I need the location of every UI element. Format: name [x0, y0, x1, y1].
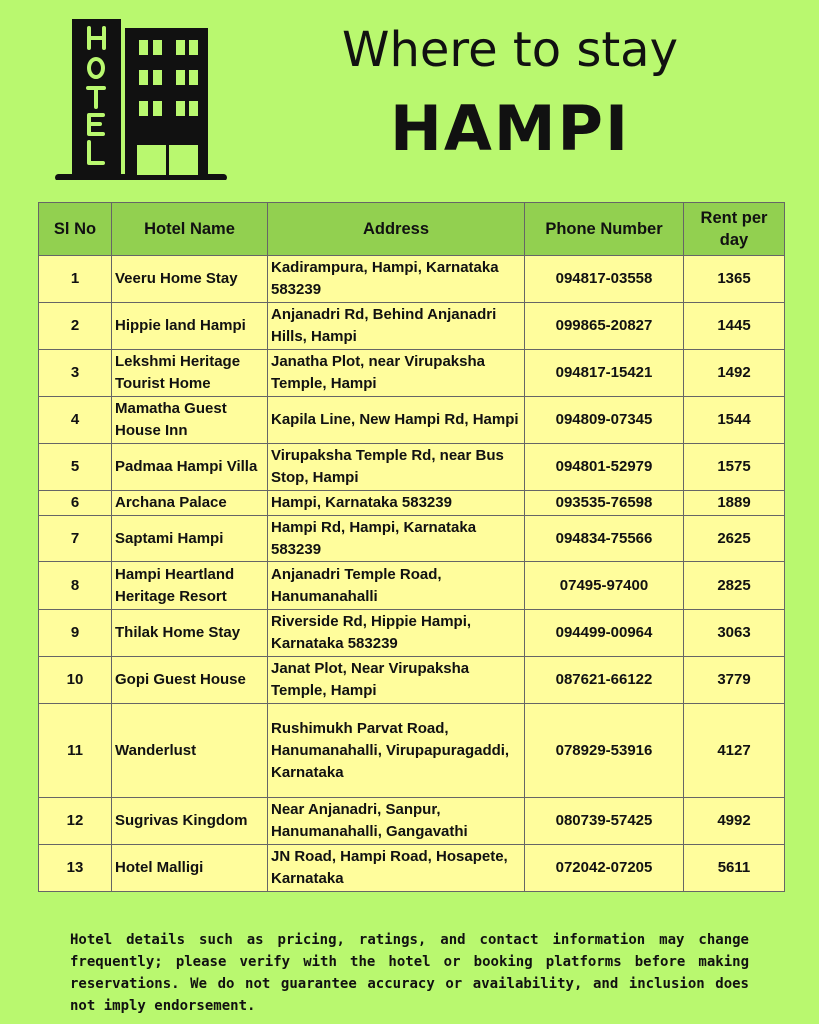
hotel-name-cell: Lekshmi Heritage Tourist Home	[112, 350, 268, 397]
rent-cell: 2625	[684, 516, 785, 562]
hotel-name-cell: Wanderlust	[112, 704, 268, 798]
sl-no-cell: 2	[39, 303, 112, 350]
hotel-name-cell: Archana Palace	[112, 491, 268, 516]
sl-no-cell: 3	[39, 350, 112, 397]
table-row	[39, 397, 785, 444]
rent-cell: 4992	[684, 798, 785, 845]
table-row	[39, 562, 785, 610]
phone-cell: 099865-20827	[525, 303, 684, 350]
phone-cell: 094834-75566	[525, 516, 684, 562]
header-address: Address	[268, 203, 525, 256]
address-cell: Virupaksha Temple Rd, near Bus Stop, Hampi	[268, 444, 525, 491]
address-cell: Janatha Plot, near Virupaksha Temple, Hampi	[268, 350, 525, 397]
address-cell: Kapila Line, New Hampi Rd, Hampi	[268, 397, 525, 444]
hotel-name-cell: Saptami Hampi	[112, 516, 268, 562]
table-header-row	[39, 203, 785, 256]
phone-cell: 078929-53916	[525, 704, 684, 798]
address-cell: Anjanadri Rd, Behind Anjanadri Hills, Hampi	[268, 303, 525, 350]
address-cell: Rushimukh Parvat Road, Hanumanahalli, Virupapuragaddi, Karnataka	[268, 704, 525, 798]
sl-no-cell: 11	[39, 704, 112, 798]
sl-no-cell: 1	[39, 256, 112, 303]
phone-cell: 094817-15421	[525, 350, 684, 397]
rent-cell: 2825	[684, 562, 785, 610]
rent-cell: 5611	[684, 845, 785, 892]
rent-cell: 1544	[684, 397, 785, 444]
table-row	[39, 704, 785, 798]
table-row	[39, 444, 785, 491]
phone-cell: 087621-66122	[525, 657, 684, 704]
header-rent: Rent per day	[684, 203, 785, 256]
address-cell: Anjanadri Temple Road, Hanumanahalli	[268, 562, 525, 610]
address-cell: Near Anjanadri, Sanpur, Hanumanahalli, Gangavathi	[268, 798, 525, 845]
table-row	[39, 610, 785, 657]
sl-no-cell: 13	[39, 845, 112, 892]
phone-cell: 094809-07345	[525, 397, 684, 444]
sl-no-cell: 5	[39, 444, 112, 491]
sl-no-cell: 7	[39, 516, 112, 562]
hotel-table	[38, 202, 785, 892]
rent-cell: 3063	[684, 610, 785, 657]
rent-cell: 1365	[684, 256, 785, 303]
rent-cell: 1445	[684, 303, 785, 350]
address-cell: JN Road, Hampi Road, Hosapete, Karnataka	[268, 845, 525, 892]
hotel-name-cell: Hampi Heartland Heritage Resort	[112, 562, 268, 610]
sl-no-cell: 8	[39, 562, 112, 610]
table-row	[39, 491, 785, 516]
disclaimer-text: Hotel details such as pricing, ratings, and contact information may change frequently; please verify with the hotel or booking platforms before making reservations. We do not guarantee accuracy or availability, and inclusion does not imply endorsement.	[70, 932, 749, 1014]
hotel-name-cell: Hotel Malligi	[112, 845, 268, 892]
table-row	[39, 798, 785, 845]
address-cell: Hampi, Karnataka 583239	[268, 491, 525, 516]
hotel-name-cell: Veeru Home Stay	[112, 256, 268, 303]
table-row	[39, 516, 785, 562]
header-sl-no: Sl No	[39, 203, 112, 256]
header-phone: Phone Number	[525, 203, 684, 256]
rent-cell: 1889	[684, 491, 785, 516]
sl-no-cell: 12	[39, 798, 112, 845]
hotel-name-cell: Gopi Guest House	[112, 657, 268, 704]
table-row	[39, 350, 785, 397]
phone-cell: 094801-52979	[525, 444, 684, 491]
table-row	[39, 845, 785, 892]
table-row	[39, 303, 785, 350]
rent-cell: 4127	[684, 704, 785, 798]
page-subtitle: HAMPI	[389, 92, 631, 165]
hotel-name-cell: Hippie land Hampi	[112, 303, 268, 350]
rent-cell: 3779	[684, 657, 785, 704]
address-cell: Riverside Rd, Hippie Hampi, Karnataka 583239	[268, 610, 525, 657]
hotel-name-cell: Mamatha Guest House Inn	[112, 397, 268, 444]
sl-no-cell: 9	[39, 610, 112, 657]
hotel-name-cell: Sugrivas Kingdom	[112, 798, 268, 845]
page-title: Where to stay	[342, 22, 678, 78]
address-cell: Kadirampura, Hampi, Karnataka 583239	[268, 256, 525, 303]
phone-cell: 093535-76598	[525, 491, 684, 516]
rent-cell: 1492	[684, 350, 785, 397]
sl-no-cell: 6	[39, 491, 112, 516]
phone-cell: 094817-03558	[525, 256, 684, 303]
sl-no-cell: 10	[39, 657, 112, 704]
header-hotel-name: Hotel Name	[112, 203, 268, 256]
table-row	[39, 256, 785, 303]
phone-cell: 07495-97400	[525, 562, 684, 610]
table-row	[39, 657, 785, 704]
hotel-name-cell: Thilak Home Stay	[112, 610, 268, 657]
rent-cell: 1575	[684, 444, 785, 491]
phone-cell: 080739-57425	[525, 798, 684, 845]
hotel-name-cell: Padmaa Hampi Villa	[112, 444, 268, 491]
phone-cell: 094499-00964	[525, 610, 684, 657]
sl-no-cell: 4	[39, 397, 112, 444]
address-cell: Hampi Rd, Hampi, Karnataka 583239	[268, 516, 525, 562]
hotel-building-icon	[55, 18, 230, 180]
address-cell: Janat Plot, Near Virupaksha Temple, Hampi	[268, 657, 525, 704]
phone-cell: 072042-07205	[525, 845, 684, 892]
